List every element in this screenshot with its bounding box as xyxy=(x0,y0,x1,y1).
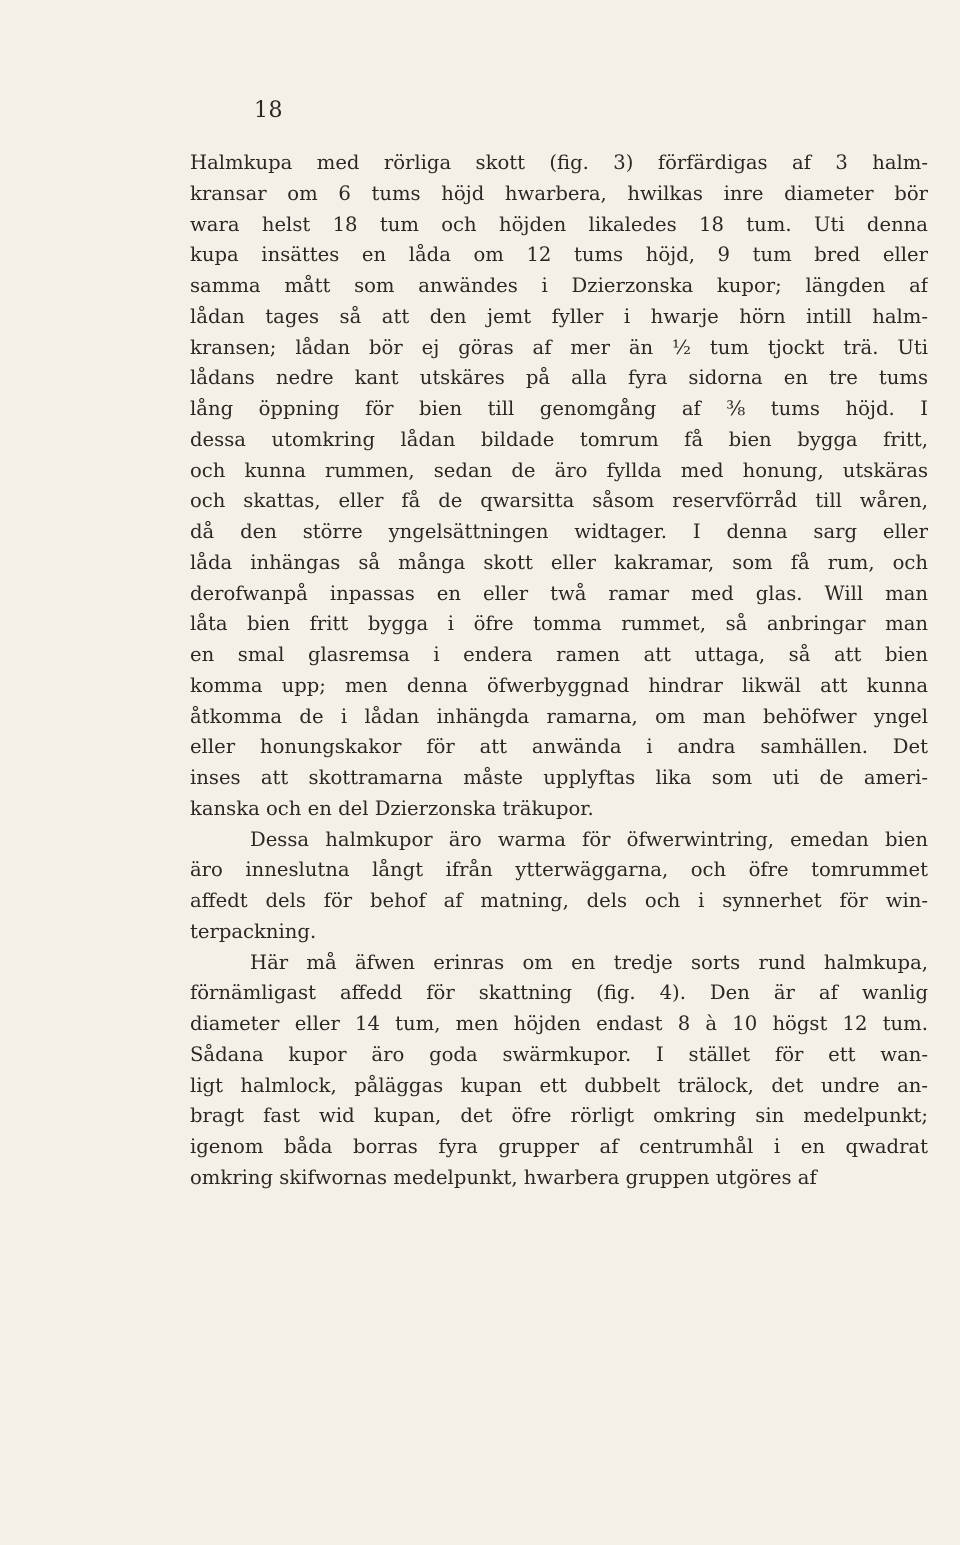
text-line: förnämligast affedd för skattning (fig. 4). Den är af wanlig xyxy=(190,981,928,1005)
text-line: kransen; lådan bör ej göras af mer än ½ tum tjockt trä. Uti xyxy=(190,335,928,359)
text-line: omkring skifwornas medelpunkt, hwarbera gruppen utgöres af xyxy=(190,1165,817,1189)
text-line: äro inneslutna långt ifrån ytterwäggarna, och öfre tomrummet xyxy=(190,858,928,882)
text-line: kupa insättes en låda om 12 tums höjd, 9 tum bred eller xyxy=(190,243,928,267)
paragraph-1 xyxy=(190,148,928,825)
text-line: igenom båda borras fyra grupper af centrumhål i en qwadrat xyxy=(190,1135,928,1158)
text-line: Här må äfwen erinras om en tredje sorts rund halmkupa, xyxy=(250,950,928,974)
text-line: och skattas, eller få de qwarsitta såsom reservförråd till wåren, xyxy=(190,489,928,513)
text-line: kransar om 6 tums höjd hwarbera, hwilkas inre diameter bör xyxy=(190,181,928,205)
text-line: lådans nedre kant utskäres på alla fyra sidorna en tre tums xyxy=(190,366,928,390)
text-line: bragt fast wid kupan, det öfre rörligt omkring sin medelpunkt; xyxy=(190,1104,928,1128)
text-line: en smal glasremsa i endera ramen att uttaga, så att bien xyxy=(190,643,928,666)
paragraph-2 xyxy=(190,825,928,948)
text-line: eller honungskakor för att anwända i andra samhällen. Det xyxy=(190,735,928,759)
page-number: 18 xyxy=(254,98,283,123)
text-line: lång öppning för bien till genomgång af ⅜ tums höjd. I xyxy=(190,397,928,420)
text-line: diameter eller 14 tum, men höjden endast 8 à 10 högst 12 tum. xyxy=(190,1012,928,1035)
text-line: låta bien fritt bygga i öfre tomma rummet, så anbringar man xyxy=(190,612,928,636)
text-line: låda inhängas så många skott eller kakramar, som få rum, och xyxy=(190,550,928,574)
paragraph-3 xyxy=(190,948,928,1194)
text-line: Halmkupa med rörliga skott (fig. 3) förfärdigas af 3 halm- xyxy=(190,151,928,174)
text-line: och kunna rummen, sedan de äro fyllda med honung, utskäras xyxy=(190,458,928,482)
text-line: kanska och en del Dzierzonska träkupor. xyxy=(190,796,594,820)
text-line: lådan tages så att den jemt fyller i hwarje hörn intill halm- xyxy=(190,304,928,328)
text-line: komma upp; men denna öfwerbyggnad hindrar likwäl att kunna xyxy=(190,673,928,697)
body-text xyxy=(190,148,928,1194)
text-line: då den större yngelsättningen widtager. I denna sarg eller xyxy=(190,520,928,543)
text-line: Dessa halmkupor äro warma för öfwerwintring, emedan bien xyxy=(250,827,928,851)
text-line: samma mått som anwändes i Dzierzonska kupor; längden af xyxy=(190,274,928,297)
text-line: wara helst 18 tum och höjden likaledes 18 tum. Uti denna xyxy=(190,212,928,236)
text-line: ligt halmlock, påläggas kupan ett dubbelt trälock, det undre an- xyxy=(190,1073,928,1097)
text-line: åtkomma de i lådan inhängda ramarna, om man behöfwer yngel xyxy=(190,704,928,728)
text-line: dessa utomkring lådan bildade tomrum få bien bygga fritt, xyxy=(190,427,928,451)
text-line: affedt dels för behof af matning, dels och i synnerhet för win- xyxy=(190,889,928,912)
text-line: terpackning. xyxy=(190,919,317,943)
text-line: inses att skottramarna måste upplyftas lika som uti de ameri- xyxy=(190,766,928,789)
text-line: derofwanpå inpassas en eller twå ramar med glas. Will man xyxy=(190,581,928,605)
text-line: Sådana kupor äro goda swärmkupor. I stället för ett wan- xyxy=(190,1042,928,1066)
